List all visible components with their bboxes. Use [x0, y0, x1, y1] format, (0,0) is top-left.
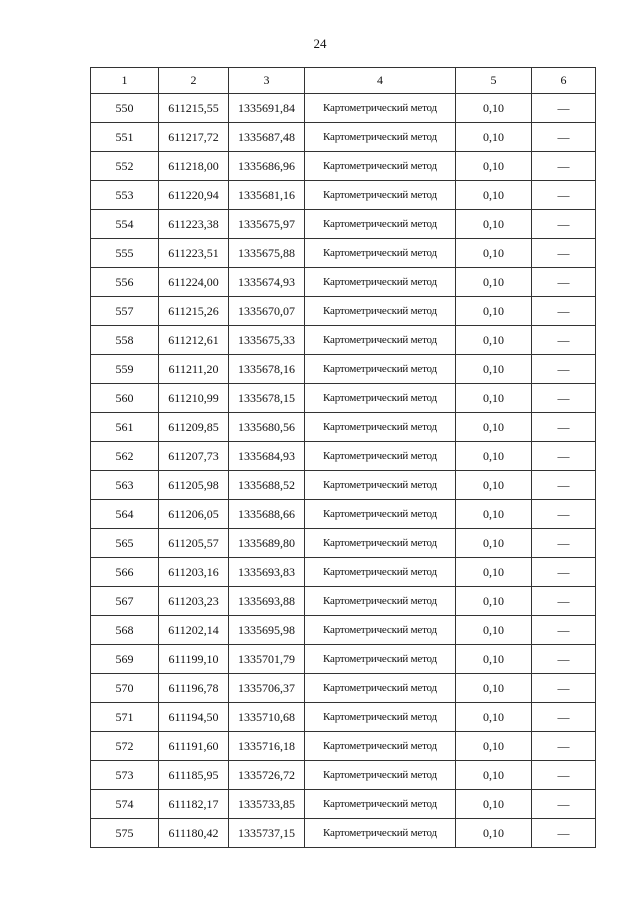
note-cell: — — [532, 239, 596, 268]
table-row — [91, 152, 596, 181]
point-number-cell: 557 — [91, 297, 159, 326]
y-coordinate-cell: 1335693,83 — [229, 558, 305, 587]
x-coordinate-cell: 611207,73 — [159, 442, 229, 471]
column-header-2: 2 — [159, 68, 229, 94]
note-cell: — — [532, 94, 596, 123]
note-cell: — — [532, 471, 596, 500]
table-row — [91, 442, 596, 471]
y-coordinate-cell: 1335675,33 — [229, 326, 305, 355]
x-coordinate-cell: 611209,85 — [159, 413, 229, 442]
point-number-cell: 569 — [91, 645, 159, 674]
point-number-cell: 550 — [91, 94, 159, 123]
accuracy-cell: 0,10 — [456, 761, 532, 790]
note-cell: — — [532, 587, 596, 616]
accuracy-cell: 0,10 — [456, 152, 532, 181]
table-row — [91, 558, 596, 587]
method-cell: Картометрический метод — [305, 239, 456, 268]
method-cell: Картометрический метод — [305, 790, 456, 819]
table-row — [91, 471, 596, 500]
point-number-cell: 551 — [91, 123, 159, 152]
method-cell: Картометрический метод — [305, 94, 456, 123]
method-cell: Картометрический метод — [305, 819, 456, 848]
y-coordinate-cell: 1335688,66 — [229, 500, 305, 529]
y-coordinate-cell: 1335678,16 — [229, 355, 305, 384]
note-cell: — — [532, 181, 596, 210]
x-coordinate-cell: 611217,72 — [159, 123, 229, 152]
x-coordinate-cell: 611182,17 — [159, 790, 229, 819]
table-row — [91, 761, 596, 790]
accuracy-cell: 0,10 — [456, 790, 532, 819]
y-coordinate-cell: 1335686,96 — [229, 152, 305, 181]
y-coordinate-cell: 1335680,56 — [229, 413, 305, 442]
y-coordinate-cell: 1335689,80 — [229, 529, 305, 558]
accuracy-cell: 0,10 — [456, 471, 532, 500]
y-coordinate-cell: 1335701,79 — [229, 645, 305, 674]
note-cell: — — [532, 326, 596, 355]
note-cell: — — [532, 529, 596, 558]
y-coordinate-cell: 1335716,18 — [229, 732, 305, 761]
accuracy-cell: 0,10 — [456, 558, 532, 587]
point-number-cell: 553 — [91, 181, 159, 210]
table-row — [91, 819, 596, 848]
method-cell: Картометрический метод — [305, 732, 456, 761]
accuracy-cell: 0,10 — [456, 94, 532, 123]
note-cell: — — [532, 384, 596, 413]
point-number-cell: 552 — [91, 152, 159, 181]
method-cell: Картометрический метод — [305, 181, 456, 210]
y-coordinate-cell: 1335687,48 — [229, 123, 305, 152]
x-coordinate-cell: 611212,61 — [159, 326, 229, 355]
table-row — [91, 181, 596, 210]
column-header-4: 4 — [305, 68, 456, 94]
y-coordinate-cell: 1335693,88 — [229, 587, 305, 616]
x-coordinate-cell: 611206,05 — [159, 500, 229, 529]
accuracy-cell: 0,10 — [456, 674, 532, 703]
table-row — [91, 384, 596, 413]
table-row — [91, 210, 596, 239]
accuracy-cell: 0,10 — [456, 703, 532, 732]
note-cell: — — [532, 210, 596, 239]
x-coordinate-cell: 611223,38 — [159, 210, 229, 239]
y-coordinate-cell: 1335678,15 — [229, 384, 305, 413]
y-coordinate-cell: 1335695,98 — [229, 616, 305, 645]
y-coordinate-cell: 1335688,52 — [229, 471, 305, 500]
accuracy-cell: 0,10 — [456, 239, 532, 268]
accuracy-cell: 0,10 — [456, 181, 532, 210]
x-coordinate-cell: 611224,00 — [159, 268, 229, 297]
point-number-cell: 560 — [91, 384, 159, 413]
point-number-cell: 562 — [91, 442, 159, 471]
x-coordinate-cell: 611210,99 — [159, 384, 229, 413]
table-row — [91, 674, 596, 703]
method-cell: Картометрический метод — [305, 616, 456, 645]
point-number-cell: 566 — [91, 558, 159, 587]
table-row — [91, 123, 596, 152]
accuracy-cell: 0,10 — [456, 732, 532, 761]
x-coordinate-cell: 611203,16 — [159, 558, 229, 587]
table-row — [91, 239, 596, 268]
column-header-6: 6 — [532, 68, 596, 94]
method-cell: Картометрический метод — [305, 500, 456, 529]
x-coordinate-cell: 611203,23 — [159, 587, 229, 616]
accuracy-cell: 0,10 — [456, 645, 532, 674]
x-coordinate-cell: 611205,57 — [159, 529, 229, 558]
x-coordinate-cell: 611202,14 — [159, 616, 229, 645]
table-row — [91, 297, 596, 326]
accuracy-cell: 0,10 — [456, 355, 532, 384]
accuracy-cell: 0,10 — [456, 616, 532, 645]
point-number-cell: 554 — [91, 210, 159, 239]
x-coordinate-cell: 611220,94 — [159, 181, 229, 210]
point-number-cell: 571 — [91, 703, 159, 732]
table-row — [91, 703, 596, 732]
note-cell: — — [532, 645, 596, 674]
x-coordinate-cell: 611194,50 — [159, 703, 229, 732]
page-number: 24 — [313, 36, 327, 51]
point-number-cell: 558 — [91, 326, 159, 355]
accuracy-cell: 0,10 — [456, 326, 532, 355]
accuracy-cell: 0,10 — [456, 529, 532, 558]
accuracy-cell: 0,10 — [456, 384, 532, 413]
note-cell: — — [532, 732, 596, 761]
method-cell: Картометрический метод — [305, 384, 456, 413]
method-cell: Картометрический метод — [305, 123, 456, 152]
note-cell: — — [532, 152, 596, 181]
point-number-cell: 573 — [91, 761, 159, 790]
point-number-cell: 565 — [91, 529, 159, 558]
note-cell: — — [532, 442, 596, 471]
method-cell: Картометрический метод — [305, 297, 456, 326]
table-body — [91, 94, 596, 848]
point-number-cell: 574 — [91, 790, 159, 819]
point-number-cell: 570 — [91, 674, 159, 703]
note-cell: — — [532, 790, 596, 819]
point-number-cell: 559 — [91, 355, 159, 384]
note-cell: — — [532, 297, 596, 326]
y-coordinate-cell: 1335726,72 — [229, 761, 305, 790]
x-coordinate-cell: 611211,20 — [159, 355, 229, 384]
note-cell: — — [532, 761, 596, 790]
note-cell: — — [532, 413, 596, 442]
point-number-cell: 556 — [91, 268, 159, 297]
table-row — [91, 326, 596, 355]
x-coordinate-cell: 611196,78 — [159, 674, 229, 703]
method-cell: Картометрический метод — [305, 413, 456, 442]
method-cell: Картометрический метод — [305, 703, 456, 732]
method-cell: Картометрический метод — [305, 587, 456, 616]
y-coordinate-cell: 1335674,93 — [229, 268, 305, 297]
note-cell: — — [532, 355, 596, 384]
accuracy-cell: 0,10 — [456, 819, 532, 848]
accuracy-cell: 0,10 — [456, 210, 532, 239]
accuracy-cell: 0,10 — [456, 123, 532, 152]
y-coordinate-cell: 1335691,84 — [229, 94, 305, 123]
y-coordinate-cell: 1335684,93 — [229, 442, 305, 471]
method-cell: Картометрический метод — [305, 529, 456, 558]
method-cell: Картометрический метод — [305, 268, 456, 297]
table-row — [91, 500, 596, 529]
note-cell: — — [532, 703, 596, 732]
accuracy-cell: 0,10 — [456, 500, 532, 529]
x-coordinate-cell: 611215,26 — [159, 297, 229, 326]
method-cell: Картометрический метод — [305, 558, 456, 587]
y-coordinate-cell: 1335675,88 — [229, 239, 305, 268]
point-number-cell: 555 — [91, 239, 159, 268]
table-header-row — [91, 68, 596, 94]
x-coordinate-cell: 611180,42 — [159, 819, 229, 848]
point-number-cell: 568 — [91, 616, 159, 645]
column-header-5: 5 — [456, 68, 532, 94]
accuracy-cell: 0,10 — [456, 413, 532, 442]
y-coordinate-cell: 1335670,07 — [229, 297, 305, 326]
method-cell: Картометрический метод — [305, 471, 456, 500]
table-row — [91, 94, 596, 123]
note-cell: — — [532, 123, 596, 152]
accuracy-cell: 0,10 — [456, 587, 532, 616]
accuracy-cell: 0,10 — [456, 297, 532, 326]
x-coordinate-cell: 611205,98 — [159, 471, 229, 500]
coordinates-table — [90, 67, 596, 848]
table-row — [91, 732, 596, 761]
method-cell: Картометрический метод — [305, 761, 456, 790]
y-coordinate-cell: 1335733,85 — [229, 790, 305, 819]
note-cell: — — [532, 268, 596, 297]
x-coordinate-cell: 611185,95 — [159, 761, 229, 790]
accuracy-cell: 0,10 — [456, 442, 532, 471]
table-row — [91, 616, 596, 645]
y-coordinate-cell: 1335710,68 — [229, 703, 305, 732]
column-header-3: 3 — [229, 68, 305, 94]
y-coordinate-cell: 1335706,37 — [229, 674, 305, 703]
note-cell: — — [532, 819, 596, 848]
table-row — [91, 529, 596, 558]
table-row — [91, 268, 596, 297]
table-row — [91, 645, 596, 674]
method-cell: Картометрический метод — [305, 326, 456, 355]
point-number-cell: 564 — [91, 500, 159, 529]
x-coordinate-cell: 611191,60 — [159, 732, 229, 761]
method-cell: Картометрический метод — [305, 210, 456, 239]
point-number-cell: 575 — [91, 819, 159, 848]
method-cell: Картометрический метод — [305, 442, 456, 471]
table-row — [91, 413, 596, 442]
accuracy-cell: 0,10 — [456, 268, 532, 297]
y-coordinate-cell: 1335675,97 — [229, 210, 305, 239]
point-number-cell: 561 — [91, 413, 159, 442]
note-cell: — — [532, 558, 596, 587]
table-row — [91, 790, 596, 819]
table-row — [91, 587, 596, 616]
x-coordinate-cell: 611218,00 — [159, 152, 229, 181]
point-number-cell: 563 — [91, 471, 159, 500]
method-cell: Картометрический метод — [305, 355, 456, 384]
y-coordinate-cell: 1335681,16 — [229, 181, 305, 210]
method-cell: Картометрический метод — [305, 645, 456, 674]
table-row — [91, 355, 596, 384]
x-coordinate-cell: 611223,51 — [159, 239, 229, 268]
note-cell: — — [532, 674, 596, 703]
method-cell: Картометрический метод — [305, 152, 456, 181]
point-number-cell: 567 — [91, 587, 159, 616]
note-cell: — — [532, 616, 596, 645]
method-cell: Картометрический метод — [305, 674, 456, 703]
note-cell: — — [532, 500, 596, 529]
x-coordinate-cell: 611215,55 — [159, 94, 229, 123]
point-number-cell: 572 — [91, 732, 159, 761]
x-coordinate-cell: 611199,10 — [159, 645, 229, 674]
y-coordinate-cell: 1335737,15 — [229, 819, 305, 848]
column-header-1: 1 — [91, 68, 159, 94]
